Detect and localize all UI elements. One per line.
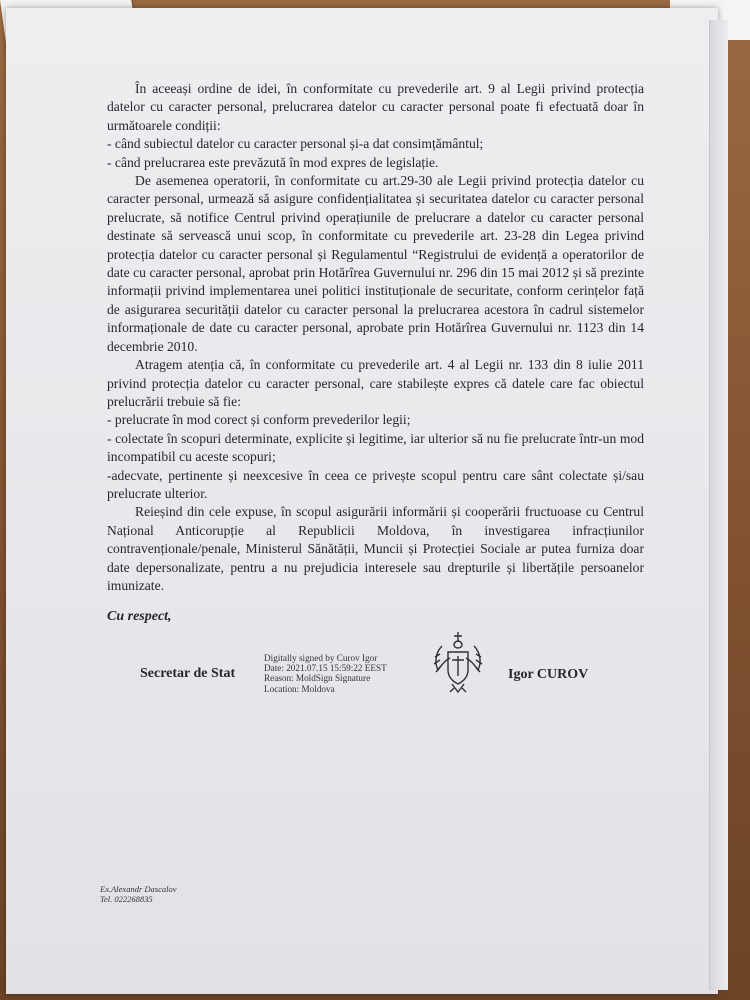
digital-signature-line: Digitally signed by Curov Igor (264, 653, 378, 663)
list-item-consent: - când subiectul datelor cu caracter personal și-a dat consimțământul; (107, 136, 484, 152)
list-item-processed: - prelucrate în mod corect și conform prevederilor legii; (107, 412, 411, 428)
digital-signature-line: Location: Moldova (264, 683, 335, 694)
signatory-position: Secretar de Stat (140, 666, 236, 681)
paragraph-attention: Atragem atenția că, în conformitate cu prevederile art. 4 al Legii nr. 133 din 8 iulie 2011 privind protecția datelor cu caracter personal, care stabilește expres că datele care fac obiectul prelucrării trebuie să fie: (107, 357, 644, 409)
executor-phone: Tel. 022268835 (100, 894, 153, 904)
paragraph-conditions: În aceeași ordine de idei, în conformitate cu prevederile art. 9 al Legii privind protecția datelor cu caracter personal, prelucrarea datelor cu caracter personal poate fi efectuată doar în următoarele condiții: (107, 81, 644, 133)
list-item-collected: - colectate în scopuri determinate, explicite și legitime, iar ulterior să nu fie prelucrate într-un mod incompatibil cu aceste scopuri; (107, 430, 644, 465)
list-item-adequate: -adecvate, pertinente și neexcesive în ceea ce privește scopul pentru care sânt colectate și/sau prelucrate ulterior. (107, 467, 644, 501)
paragraph-operators: De asemenea operatorii, în conformitate cu art.29-30 ale Legii privind protecția datelor cu caracter personal, urmează să asigure confidențialitatea și securitatea datelor cu caracter personal prelucrate, să notifice Centrul privind operațiunile de prelucrare a datelor cu caracter personal destinate să servească unui scop, în conformitate cu prevederile art. 23-28 din Legea privind protecția datelor cu caracter personal și Regulamentul “Registrului de evidență a operatorilor de date cu caracter personal, aprobat prin Hotărîrea Guvernului nr. 296 din 15 mai 2012 și să prezinte informații privind implementarea unei politici instituționale de securitate, conform cerințelor față de asigurarea securității datelor cu caracter personal la prelucrarea acestora în cadrul sistemelor informaționale de date cu caracter personal, aprobate prin Hotărîrea Guvernului nr. 1123 din 14 decembrie 2010. (107, 173, 644, 354)
executor-name: Ex.Alexandr Dascalov (100, 884, 177, 894)
letter-body (107, 80, 644, 595)
closing-salutation: Cu respect, (107, 609, 172, 624)
list-item-legislation: - când prelucrarea este prevăzută în mod expres de legislație. (107, 154, 439, 170)
coat-of-arms-icon (432, 630, 484, 696)
executor-info (100, 884, 176, 904)
signatory-name: Igor CUROV (508, 667, 589, 682)
digital-signature-line: Date: 2021.07.15 15:59:22 EEST (264, 663, 387, 674)
paragraph-conclusion: Reieșind din cele expuse, în scopul asigurării informării și cooperării fructuoase cu Centrul Național Anticorupție al Republicii Moldova, în investigarea infracțiunilor contravenționale/penale, Ministerul Sănătății, Muncii și Protecției Sociale ar putea furniza doar date depersonalizate, pentru a nu prejudicia interesele sau drepturile și libertățile persoanelor imunizate. (107, 504, 644, 593)
digital-signature-line: Reason: MoldSign Signature (264, 673, 371, 684)
page-edge (709, 20, 728, 990)
digital-signature-block (264, 653, 387, 694)
